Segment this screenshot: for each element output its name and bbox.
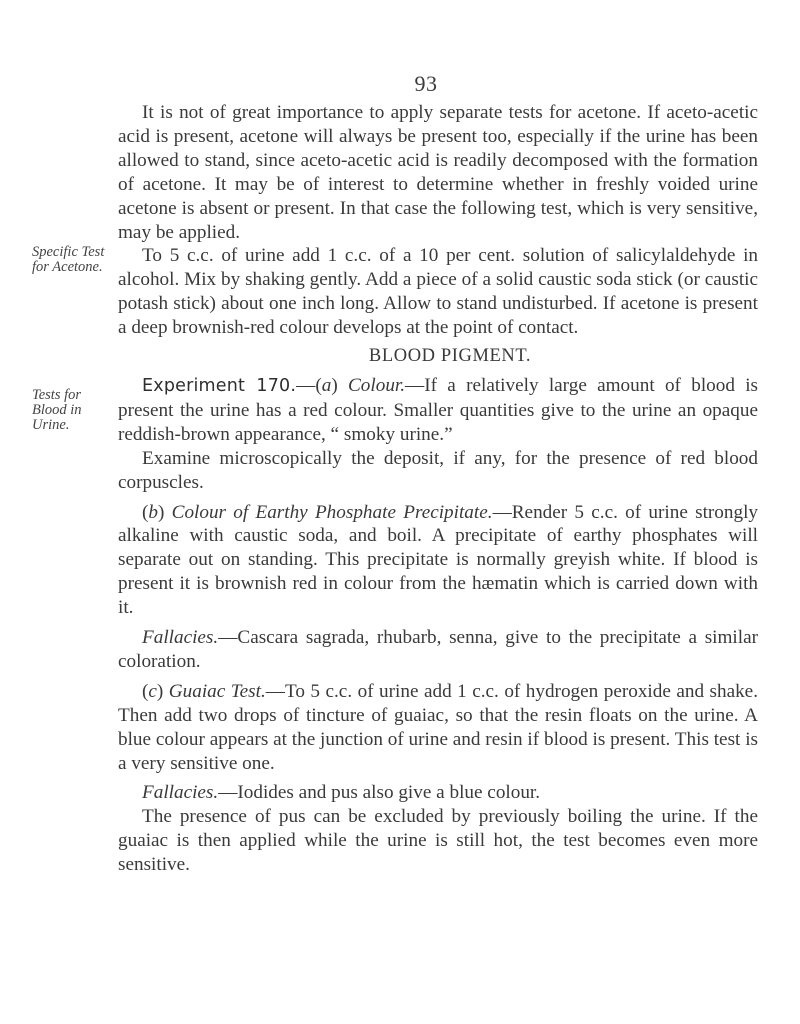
paragraph-part-b bbox=[118, 501, 758, 621]
page-body bbox=[118, 101, 758, 877]
paragraph-part-c bbox=[118, 680, 758, 776]
part-c-title: Guaiac Test. bbox=[168, 680, 266, 702]
fallacies-title: Fallacies. bbox=[142, 627, 219, 649]
part-c-text: —To 5 c.c. of urine add 1 c.c. of hydrogen peroxide and shake. Then add two drops of tincture of guaiac, so that the resin floats on the urine. A blue colour appears at the junction of urine and resin if blood is present. This test is a very sensitive one. bbox=[118, 680, 758, 774]
margin-note-acetone: Specific Test for Acetone. bbox=[32, 244, 105, 275]
paragraph-fallacies-b bbox=[118, 626, 758, 674]
experiment-text: —If a relatively large amount of blood is present the urine has a red colour. Smaller quantities give to the urine an opaque reddish-brown appearance, “ smoky urine.” bbox=[118, 374, 759, 445]
paragraph-examine: Examine microscopically the deposit, if any, for the presence of red blood corpuscles. bbox=[118, 447, 758, 493]
page-number: 93 bbox=[414, 71, 438, 96]
punctuation: ( bbox=[142, 501, 149, 523]
punctuation: ) bbox=[331, 374, 348, 396]
punctuation: ) bbox=[157, 501, 172, 523]
paragraph-intro: It is not of great importance to apply separate tests for acetone. If aceto-acetic acid is present, acetone will always be present too, especially if the urine has been allowed to stand, since aceto-acetic acid is readily decomposed with the formation of acetone. It may be of interest to determine whether in freshly voided urine acetone is absent or present. In that case the following test, which is very sensitive, may be applied. bbox=[118, 102, 758, 243]
fallacies-text: —Cascara sagrada, rhubarb, senna, give to the precipitate a similar coloration. bbox=[118, 627, 758, 672]
part-b-title: Colour of Earthy Phosphate Precipitate. bbox=[171, 501, 493, 523]
punctuation: —( bbox=[296, 374, 322, 396]
fallacies-text: —Iodides and pus also give a blue colour. bbox=[218, 782, 541, 804]
sub-letter: a bbox=[321, 374, 332, 396]
paragraph-pus: The presence of pus can be excluded by previously boiling the urine. If the guaiac is then applied while the urine is still hot, the test becomes even more sensitive. bbox=[118, 806, 758, 876]
paragraph-fallacies-c bbox=[118, 781, 758, 805]
punctuation: ) bbox=[156, 680, 169, 702]
paragraph-acetone-test: To 5 c.c. of urine add 1 c.c. of a 10 per cent. solution of salicylaldehyde in alcohol. Mix by shaking gently. Add a piece of a solid caustic soda stick (or caustic potash stick) about one inch long. Allow to stand undisturbed. If acetone is present a deep brownish-red colour develops at the point of contact. bbox=[118, 245, 758, 339]
experiment-label: Experiment 170. bbox=[142, 375, 297, 396]
sub-letter: c bbox=[148, 680, 157, 702]
paragraph-experiment-170 bbox=[118, 374, 758, 447]
punctuation: ( bbox=[142, 680, 149, 702]
experiment-title: Colour. bbox=[348, 374, 406, 396]
fallacies-title: Fallacies. bbox=[142, 782, 219, 804]
margin-note-blood: Tests for Blood in Urine. bbox=[32, 387, 82, 433]
part-b-text: —Render 5 c.c. of urine strongly alkaline with caustic soda, and boil. A precipitate of earthy phosphates will separate out on standing. This precipitate is normally greyish white. If blood is present it is brownish red in colour from the hæmatin which is carried down with it. bbox=[118, 501, 758, 619]
sub-letter: b bbox=[148, 501, 158, 523]
section-heading-blood-pigment: BLOOD PIGMENT. bbox=[368, 346, 532, 367]
